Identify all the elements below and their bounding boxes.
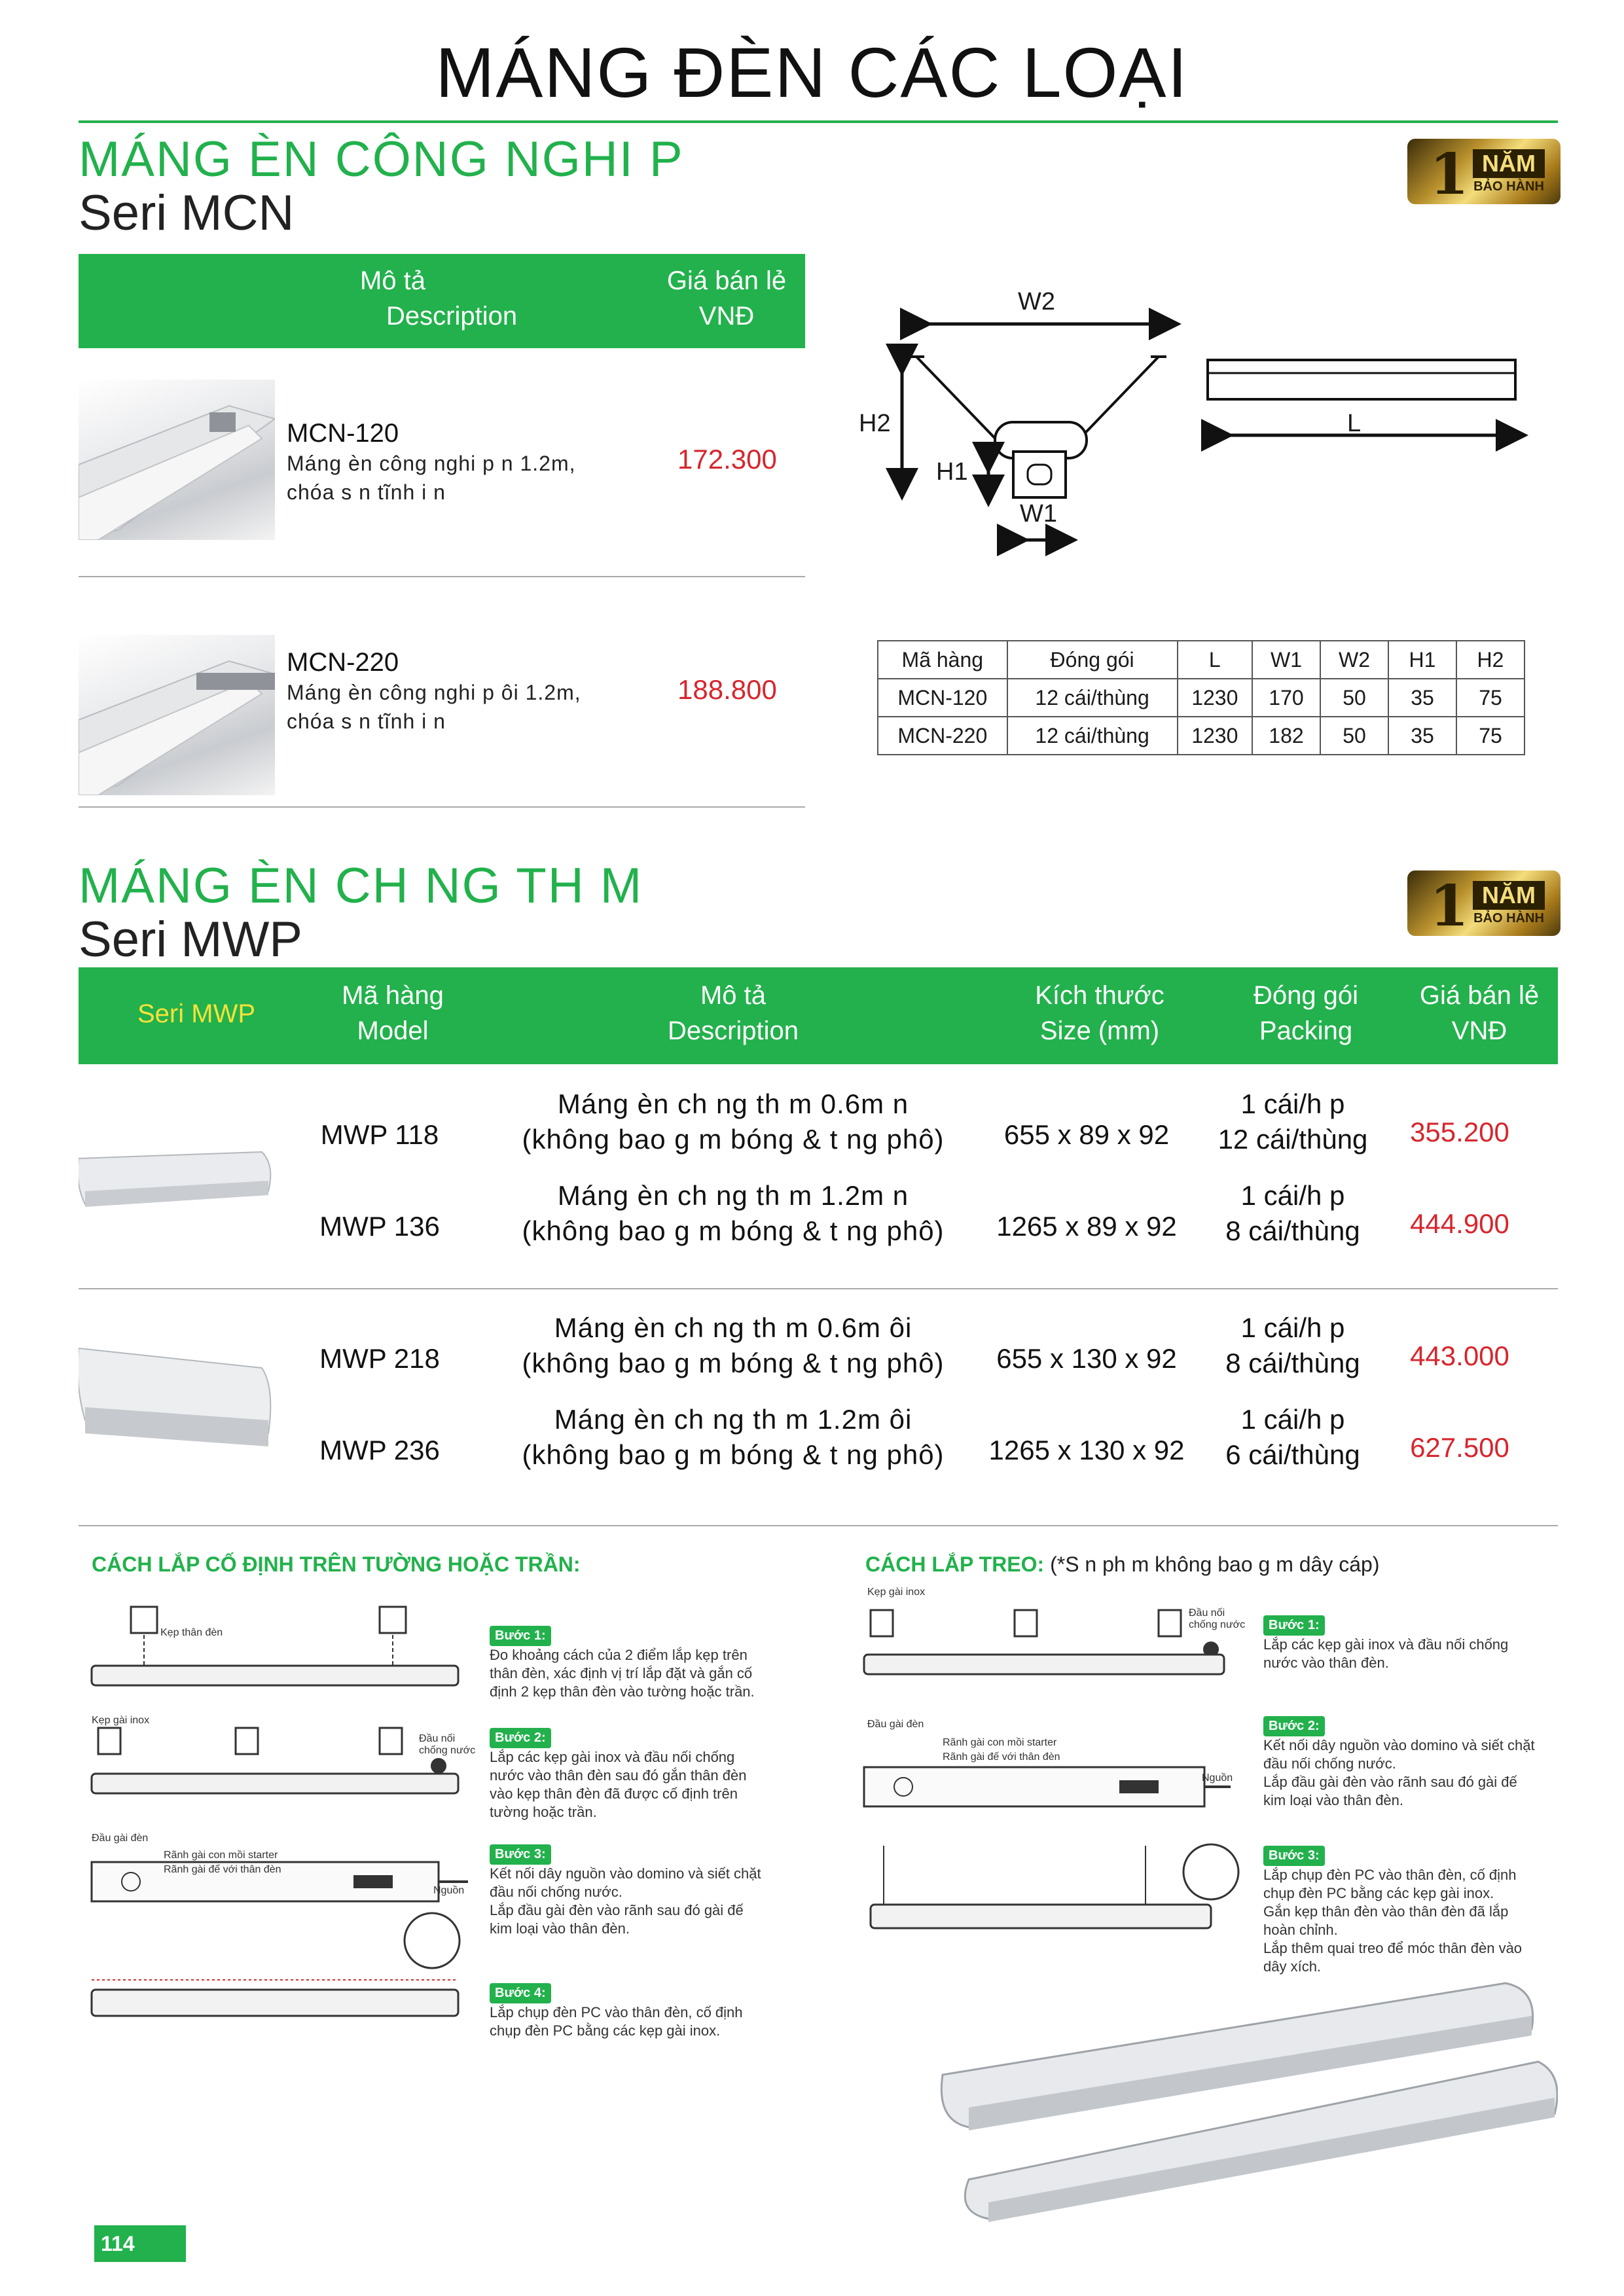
step-line: hoàn chỉnh. xyxy=(1263,1922,1338,1938)
mwp-136-size: 1265 x 89 x 92 xyxy=(996,1211,1177,1242)
step-tag: Bước 2: xyxy=(1263,1716,1325,1736)
label-kep-gai-inox: Kẹp gài inox xyxy=(92,1715,150,1726)
table-cell: MCN-120 xyxy=(878,679,1007,717)
install-hang-step-1 xyxy=(1263,1615,1564,1672)
mcn-220-price: 188.800 xyxy=(677,674,777,705)
step-line: vào kẹp thân đèn đã được cố định trên xyxy=(490,1785,738,1802)
mwp-118-model: MWP 118 xyxy=(320,1119,439,1150)
mwp-218-pack-line1: 1 cái/h p xyxy=(1240,1312,1345,1343)
mwp-header-price-en: VNĐ xyxy=(1451,1016,1507,1045)
table-cell: 35 xyxy=(1388,717,1456,755)
step-line: Lắp chụp đèn PC vào thân đèn, cố định xyxy=(490,2004,743,2020)
table-cell: 75 xyxy=(1456,679,1525,717)
dim-label-w2: W2 xyxy=(1018,288,1055,315)
mcn-220-desc-line1: Máng èn công nghi p ôi 1.2m, xyxy=(287,681,581,704)
step-tag: Bước 3: xyxy=(1263,1846,1325,1866)
table-header-cell: Đóng gói xyxy=(1007,641,1178,679)
mcn-header-price-vi: Giá bán lẻ xyxy=(666,266,787,295)
step-line: Gắn kẹp thân đèn vào thân đèn đã lắp xyxy=(1263,1903,1509,1920)
label-dau-noi: Đầu nối chống nước xyxy=(419,1733,476,1756)
table-cell: 35 xyxy=(1388,679,1456,717)
label-dau-noi: Đầu nối chống nước xyxy=(1189,1607,1246,1630)
step-line: Lắp chụp đèn PC vào thân đèn, cố định xyxy=(1263,1867,1517,1883)
mcn-header-bar xyxy=(79,254,805,348)
install-hang-step-3 xyxy=(1263,1846,1564,1976)
mwp-218-pack-line2: 8 cái/thùng xyxy=(1225,1348,1360,1378)
mwp-double-image xyxy=(79,1335,275,1460)
label-ranh-than-den: Rãnh gài đế với thân đèn xyxy=(943,1751,1060,1763)
mwp-header-desc-en: Description xyxy=(667,1016,799,1045)
step-tag: Bước 3: xyxy=(490,1844,551,1865)
mcn-220-fixture-drawing xyxy=(79,635,275,795)
mwp-118-desc-line1: Máng èn ch ng th m 0.6m n xyxy=(557,1088,909,1119)
mwp-218-desc-line1: Máng èn ch ng th m 0.6m ôi xyxy=(554,1312,912,1343)
mwp-product-photo xyxy=(929,1977,1558,2225)
mcn-120-fixture-drawing xyxy=(79,380,275,540)
mwp-218-price: 443.000 xyxy=(1410,1340,1509,1371)
table-cell: MCN-220 xyxy=(878,717,1007,755)
step-line: Kết nối dây nguồn vào domino và siết chặt xyxy=(490,1865,761,1882)
step-tag: Bước 4: xyxy=(490,1983,551,2003)
install-hang-heading xyxy=(865,1552,1379,1577)
install-fixed-diagram xyxy=(79,1597,484,2055)
mwp-single-fixture-drawing xyxy=(79,1139,275,1217)
table-row xyxy=(878,679,1525,717)
step-line: chụp đèn PC bằng các kẹp gài inox. xyxy=(1263,1885,1494,1901)
warranty-badge xyxy=(1407,870,1561,939)
mwp-header-pack-vi: Đóng gói xyxy=(1253,981,1359,1010)
mcn-header-price-en: VNĐ xyxy=(698,302,755,331)
step-line: kim loại vào thân đèn. xyxy=(490,1920,630,1937)
step-line: nước vào thân đèn. xyxy=(1263,1655,1389,1671)
mcn-220-model: MCN-220 xyxy=(287,648,399,677)
label-dau-gai-den: Đầu gài đèn xyxy=(867,1719,924,1730)
table-cell: 170 xyxy=(1252,679,1320,717)
mwp-header-price-vi: Giá bán lẻ xyxy=(1419,981,1540,1010)
warranty-badge xyxy=(1407,139,1561,207)
step-line: đầu nối chống nước. xyxy=(490,1884,623,1900)
mcn-120-price: 172.300 xyxy=(677,444,777,475)
mwp-236-pack-line2: 6 cái/thùng xyxy=(1225,1439,1360,1470)
label-nguon: Nguồn xyxy=(1202,1772,1233,1784)
mwp-header-size-vi: Kích thước xyxy=(1035,981,1164,1010)
dim-label-h2: H2 xyxy=(859,410,891,437)
label-ranh-starter: Rãnh gài con mồi starter xyxy=(164,1850,278,1861)
table-row xyxy=(878,717,1525,755)
mwp-136-model: MWP 136 xyxy=(319,1211,440,1242)
mwp-header-model-vi: Mã hàng xyxy=(342,981,444,1010)
mwp-row-divider xyxy=(79,1525,1558,1526)
step-line: kim loại vào thân đèn. xyxy=(1263,1792,1404,1808)
step-line: tường hoặc trần. xyxy=(490,1804,597,1820)
table-header-cell: H2 xyxy=(1456,641,1525,679)
mwp-header-bar xyxy=(79,967,1558,1064)
mcn-220-image xyxy=(79,635,275,795)
table-header-cell: W2 xyxy=(1320,641,1388,679)
mwp-header-pack-en: Packing xyxy=(1259,1016,1353,1045)
title-divider xyxy=(79,120,1558,123)
install-hang-note: (*S n ph m không bao g m dây cáp) xyxy=(1050,1552,1380,1576)
mwp-236-model: MWP 236 xyxy=(319,1435,440,1465)
mcn-spec-table xyxy=(877,640,1525,755)
mwp-118-price: 355.200 xyxy=(1410,1117,1509,1147)
step-line: nước vào thân đèn sau đó gắn thân đèn xyxy=(490,1767,747,1784)
table-cell: 1230 xyxy=(1178,717,1252,755)
warranty-number: 1 xyxy=(1430,141,1469,207)
step-tag: Bước 1: xyxy=(490,1626,551,1646)
label-dau-gai-den: Đầu gài đèn xyxy=(92,1833,149,1844)
label-kep-than-den: Kẹp thân đèn xyxy=(160,1627,223,1638)
step-tag: Bước 1: xyxy=(1263,1615,1325,1636)
mwp-118-desc-line2: (không bao g m bóng & t ng phô) xyxy=(522,1124,945,1155)
label-ranh-starter: Rãnh gài con mồi starter xyxy=(943,1737,1057,1748)
warranty-sub: BẢO HÀNH xyxy=(1473,911,1544,925)
step-line: thân đèn, xác định vị trí lắp đặt và gắn cố xyxy=(490,1665,753,1681)
label-nguon: Nguồn xyxy=(433,1885,465,1896)
install-fixed-step-1 xyxy=(490,1626,804,1701)
table-header-cell: L xyxy=(1178,641,1252,679)
warranty-label: NĂM xyxy=(1473,881,1545,910)
step-line: Kết nối dây nguồn vào domino và siết chặt xyxy=(1263,1737,1535,1753)
mwp-236-price: 627.500 xyxy=(1410,1432,1509,1463)
table-cell: 50 xyxy=(1320,679,1388,717)
mcn-section-subtitle: Seri MCN xyxy=(79,185,295,241)
step-line: Lắp các kẹp gài inox và đầu nối chống xyxy=(1263,1636,1509,1653)
warranty-number: 1 xyxy=(1430,873,1469,939)
mwp-118-pack-line1: 1 cái/h p xyxy=(1240,1088,1345,1119)
mwp-section-subtitle: Seri MWP xyxy=(79,912,302,967)
warranty-label: NĂM xyxy=(1473,149,1545,178)
mwp-136-desc-line2: (không bao g m bóng & t ng phô) xyxy=(522,1215,945,1246)
mwp-double-fixture-drawing xyxy=(79,1335,275,1460)
mcn-header-desc-vi: Mô tả xyxy=(360,266,426,295)
mwp-row-divider xyxy=(79,1288,1558,1289)
mwp-218-model: MWP 218 xyxy=(319,1343,440,1374)
mwp-header-desc-vi: Mô tả xyxy=(700,981,767,1010)
mwp-single-image xyxy=(79,1139,275,1217)
table-header-cell: W1 xyxy=(1252,641,1320,679)
table-header-cell: H1 xyxy=(1388,641,1456,679)
mwp-header-seri: Seri MWP xyxy=(137,999,255,1028)
mwp-136-price: 444.900 xyxy=(1410,1208,1509,1239)
mwp-236-size: 1265 x 130 x 92 xyxy=(988,1435,1185,1465)
step-line: đầu nối chống nước. xyxy=(1263,1755,1396,1772)
page-title: MÁNG ĐÈN CÁC LOẠI xyxy=(435,33,1189,112)
warranty-sub: BẢO HÀNH xyxy=(1473,179,1544,194)
mcn-row-divider xyxy=(79,806,805,808)
mwp-header-model-en: Model xyxy=(357,1016,429,1045)
mcn-120-image xyxy=(79,380,275,540)
dim-label-l: L xyxy=(1347,410,1362,437)
mwp-236-desc-line2: (không bao g m bóng & t ng phô) xyxy=(522,1439,945,1470)
dim-label-h1: H1 xyxy=(936,458,968,486)
mwp-218-desc-line2: (không bao g m bóng & t ng phô) xyxy=(522,1348,945,1378)
install-fixed-step-3 xyxy=(490,1844,804,1938)
mwp-136-pack-line1: 1 cái/h p xyxy=(1240,1180,1345,1211)
table-cell: 1230 xyxy=(1178,679,1252,717)
table-header-cell: Mã hàng xyxy=(878,641,1007,679)
mcn-120-desc-line1: Máng èn công nghi p n 1.2m, xyxy=(287,452,576,475)
table-cell: 12 cái/thùng xyxy=(1007,679,1178,717)
step-line: chụp đèn PC bằng các kẹp gài inox. xyxy=(490,2022,721,2039)
step-line: định 2 kẹp thân đèn vào tường hoặc trần. xyxy=(490,1683,755,1700)
step-line: Đo khoảng cách của 2 điểm lắp kẹp trên xyxy=(490,1647,748,1663)
step-line: Lắp đầu gài đèn vào rãnh sau đó gài đế xyxy=(1263,1774,1517,1790)
table-cell: 75 xyxy=(1456,717,1525,755)
step-line: Lắp đầu gài đèn vào rãnh sau đó gài đế xyxy=(490,1902,744,1918)
install-fixed-step-4 xyxy=(490,1983,804,2040)
install-fixed-heading: CÁCH LẮP CỐ ĐỊNH TRÊN TƯỜNG HOẶC TRẦN: xyxy=(92,1552,581,1576)
mwp-section-title: MÁNG ÈN CH NG TH M xyxy=(79,858,643,914)
step-line: Lắp thêm quai treo để móc thân đèn vào xyxy=(1263,1940,1523,1956)
step-tag: Bước 2: xyxy=(490,1728,551,1748)
mwp-236-desc-line1: Máng èn ch ng th m 1.2m ôi xyxy=(554,1404,912,1435)
mcn-120-model: MCN-120 xyxy=(287,419,399,448)
table-cell: 12 cái/thùng xyxy=(1007,717,1178,755)
mwp-118-size: 655 x 89 x 92 xyxy=(1003,1119,1170,1150)
mcn-row-divider xyxy=(79,576,805,577)
mcn-120-desc-line2: chóa s n tĩnh i n xyxy=(287,480,446,504)
mcn-header-desc-en: Description xyxy=(386,302,518,331)
mcn-220-desc-line2: chóa s n tĩnh i n xyxy=(287,709,446,733)
mwp-218-size: 655 x 130 x 92 xyxy=(996,1343,1177,1374)
mcn-section-title: MÁNG ÈN CÔNG NGHI P xyxy=(79,132,684,187)
table-cell: 50 xyxy=(1320,717,1388,755)
label-ranh-than-den: Rãnh gài đế với thân đèn xyxy=(164,1864,281,1875)
install-hang-step-2 xyxy=(1263,1716,1564,1810)
mwp-136-pack-line2: 8 cái/thùng xyxy=(1225,1215,1360,1246)
mwp-118-pack-line2: 12 cái/thùng xyxy=(1218,1124,1368,1155)
install-hang-diagram xyxy=(857,1597,1250,1964)
dim-label-w1: W1 xyxy=(1020,500,1057,528)
install-fixed-step-2 xyxy=(490,1728,804,1821)
mwp-136-desc-line1: Máng èn ch ng th m 1.2m n xyxy=(557,1180,909,1211)
table-cell: 182 xyxy=(1252,717,1320,755)
mwp-236-pack-line1: 1 cái/h p xyxy=(1240,1404,1345,1435)
mwp-header-size-en: Size (mm) xyxy=(1039,1016,1160,1045)
mcn-dimension-diagram xyxy=(851,275,1538,563)
install-hang-title: CÁCH LẮP TREO: xyxy=(865,1552,1045,1576)
label-kep-gai-inox: Kẹp gài inox xyxy=(867,1587,926,1598)
table-header-row xyxy=(878,641,1525,679)
step-line: Lắp các kẹp gài inox và đầu nối chống xyxy=(490,1749,735,1765)
page-number: 114 xyxy=(94,2225,186,2262)
step-line: dây xích. xyxy=(1263,1958,1322,1975)
